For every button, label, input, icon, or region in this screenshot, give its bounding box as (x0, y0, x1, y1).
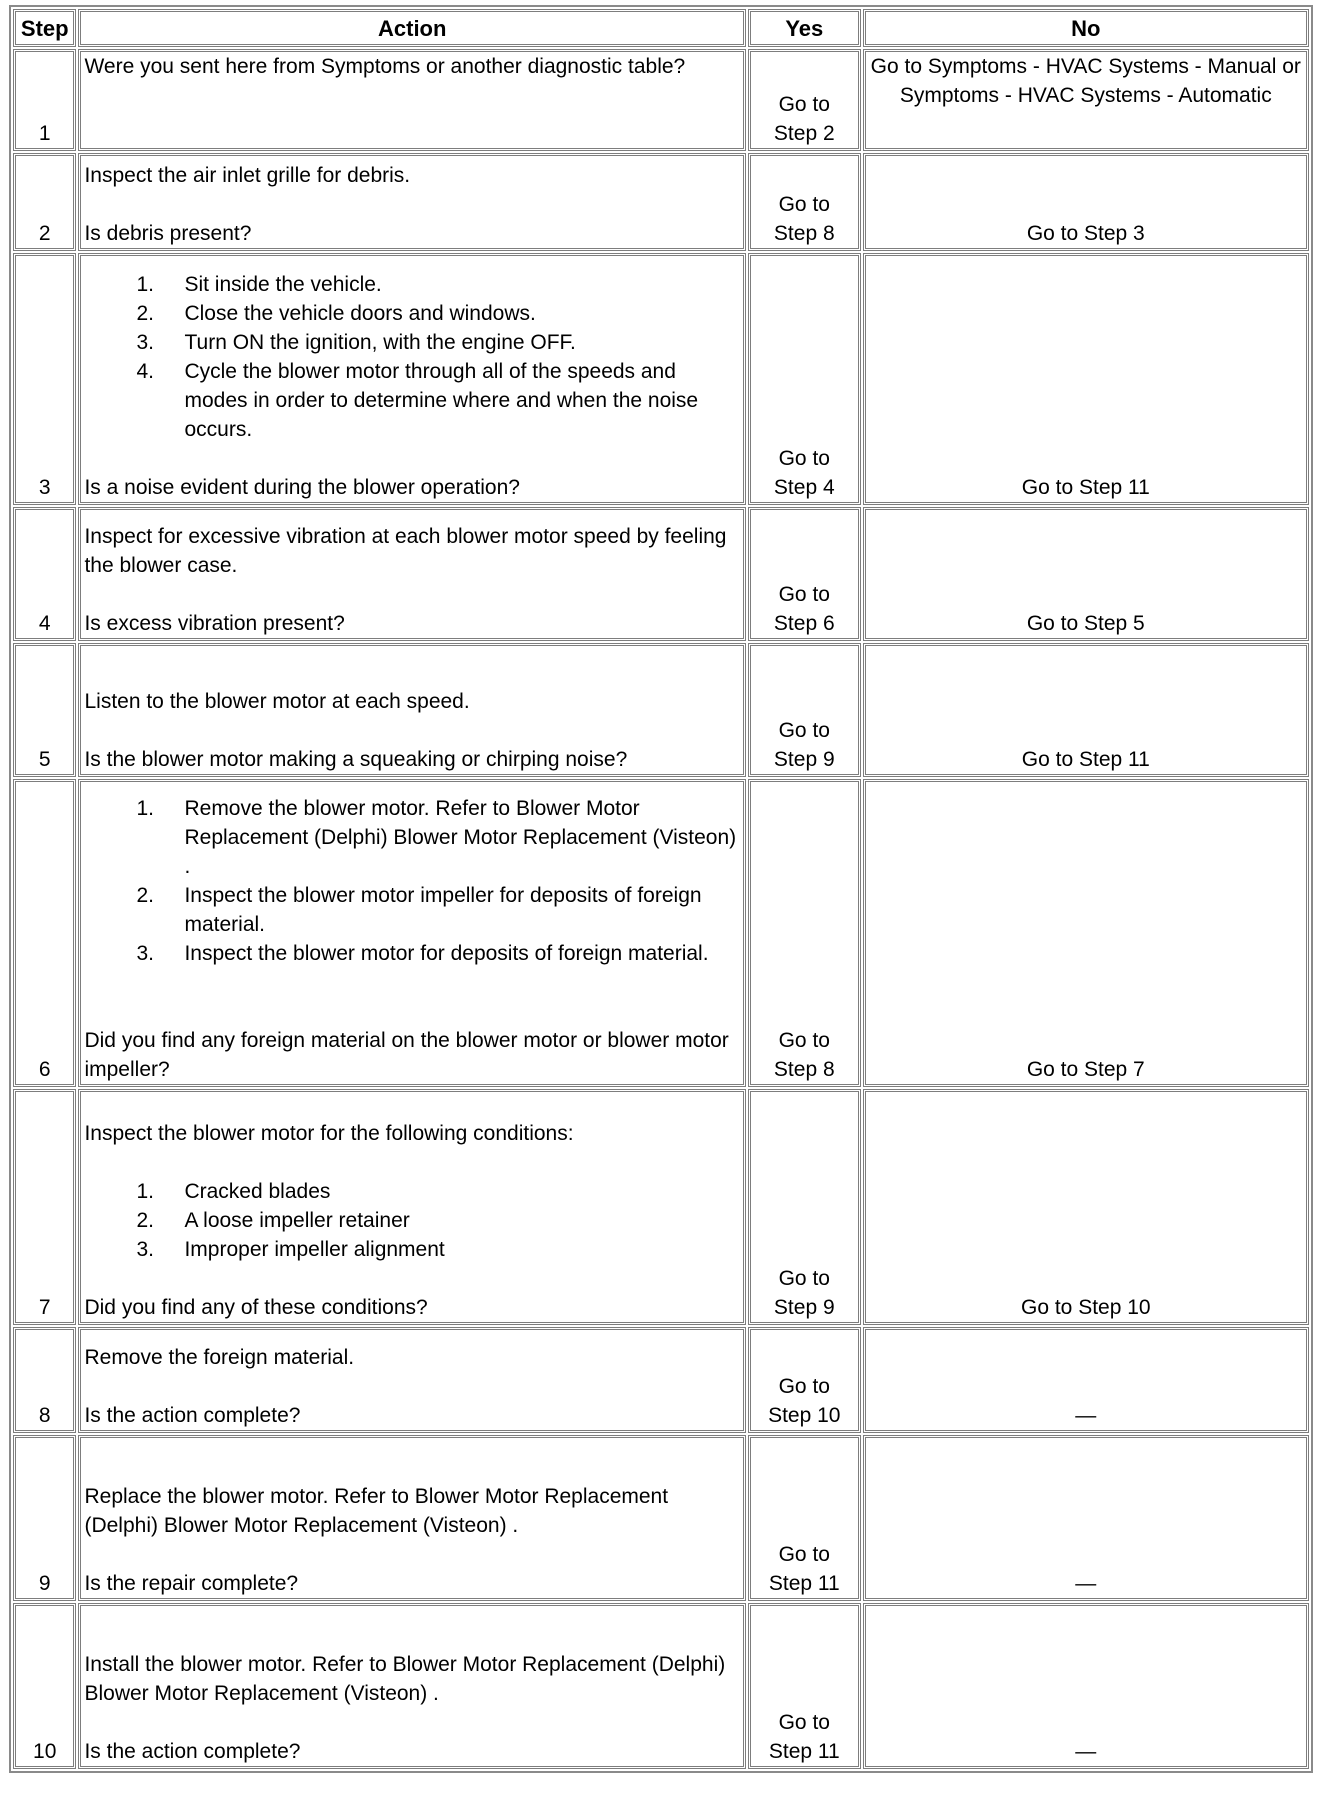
table-row (13, 643, 1309, 777)
table-row (13, 1435, 1309, 1601)
yes-cell: Go to Step 10 (748, 1327, 861, 1433)
no-cell: Go to Step 11 (863, 643, 1309, 777)
action-question: Did you find any foreign material on the blower motor or blower motor impeller? (84, 1029, 729, 1081)
no-cell: — (863, 1327, 1309, 1433)
action-text: Replace the blower motor. Refer to Blower Motor Replacement (Delphi) Blower Motor Replacement (Visteon) . (84, 1485, 669, 1537)
action-text: Install the blower motor. Refer to Blower Motor Replacement (Delphi) Blower Motor Replacement (Visteon) . (84, 1653, 726, 1705)
header-no: No (863, 9, 1309, 47)
no-cell: — (863, 1603, 1309, 1769)
yes-cell: Go to Step 9 (748, 643, 861, 777)
diagnostic-table (9, 5, 1313, 1773)
action-cell (78, 1089, 746, 1325)
yes-cell: Go to Step 9 (748, 1089, 861, 1325)
yes-cell: Go to Step 8 (748, 153, 861, 251)
action-steps-list (84, 270, 740, 444)
no-cell: Go to Step 5 (863, 507, 1309, 641)
no-cell: Go to Step 10 (863, 1089, 1309, 1325)
action-question: Is excess vibration present? (84, 612, 345, 635)
yes-cell: Go to Step 2 (748, 49, 861, 151)
yes-cell: Go to Step 8 (748, 779, 861, 1087)
action-text: Remove the foreign material. (84, 1346, 355, 1369)
step-number: 7 (13, 1089, 76, 1325)
table-row (13, 153, 1309, 251)
list-item: A loose impeller retainer (184, 1209, 410, 1232)
action-cell (78, 643, 746, 777)
list-item: Remove the blower motor. Refer to Blower Motor Replacement (Delphi) Blower Motor Replacement (Visteon) . (184, 797, 737, 878)
action-cell (78, 49, 746, 151)
action-cell (78, 1603, 746, 1769)
action-text: Were you sent here from Symptoms or another diagnostic table? (84, 55, 686, 78)
list-item: Cycle the blower motor through all of the speeds and modes in order to determine where and when the noise occurs. (184, 360, 699, 441)
table-row (13, 1089, 1309, 1325)
no-cell: Go to Symptoms - HVAC Systems - Manual or Symptoms - HVAC Systems - Automatic (863, 49, 1309, 151)
step-number: 8 (13, 1327, 76, 1433)
table-row (13, 1327, 1309, 1433)
list-item: Improper impeller alignment (184, 1238, 445, 1261)
list-item: Turn ON the ignition, with the engine OFF. (184, 331, 576, 354)
action-steps-list (84, 1177, 740, 1264)
header-step: Step (13, 9, 76, 47)
yes-cell: Go to Step 6 (748, 507, 861, 641)
action-question: Is a noise evident during the blower operation? (84, 476, 520, 499)
action-cell (78, 1327, 746, 1433)
step-number: 2 (13, 153, 76, 251)
action-question: Did you find any of these conditions? (84, 1296, 428, 1319)
table-header-row (13, 9, 1309, 47)
table-row (13, 1603, 1309, 1769)
action-text: Inspect the blower motor for the following conditions: (84, 1122, 574, 1145)
action-cell (78, 779, 746, 1087)
action-text: Inspect for excessive vibration at each blower motor speed by feeling the blower case. (84, 525, 727, 577)
table-row (13, 507, 1309, 641)
list-item: Inspect the blower motor impeller for deposits of foreign material. (184, 884, 702, 936)
step-number: 10 (13, 1603, 76, 1769)
diagnostic-table-container (9, 5, 1313, 1773)
step-number: 5 (13, 643, 76, 777)
step-number: 1 (13, 49, 76, 151)
step-number: 6 (13, 779, 76, 1087)
action-question: Is debris present? (84, 222, 252, 245)
action-cell (78, 1435, 746, 1601)
list-item: Inspect the blower motor for deposits of foreign material. (184, 942, 709, 965)
action-question: Is the action complete? (84, 1404, 301, 1427)
table-row (13, 253, 1309, 505)
action-steps-list (84, 794, 740, 968)
action-cell (78, 153, 746, 251)
action-text: Listen to the blower motor at each speed. (84, 690, 470, 713)
no-cell: Go to Step 11 (863, 253, 1309, 505)
no-cell: Go to Step 3 (863, 153, 1309, 251)
header-action: Action (78, 9, 746, 47)
action-question: Is the repair complete? (84, 1572, 299, 1595)
header-yes: Yes (748, 9, 861, 47)
step-number: 3 (13, 253, 76, 505)
table-row (13, 49, 1309, 151)
table-row (13, 779, 1309, 1087)
list-item: Cracked blades (184, 1180, 331, 1203)
step-number: 9 (13, 1435, 76, 1601)
action-text: Inspect the air inlet grille for debris. (84, 164, 411, 187)
action-question: Is the blower motor making a squeaking or chirping noise? (84, 748, 628, 771)
no-cell: — (863, 1435, 1309, 1601)
yes-cell: Go to Step 11 (748, 1435, 861, 1601)
yes-cell: Go to Step 11 (748, 1603, 861, 1769)
action-cell (78, 507, 746, 641)
no-cell: Go to Step 7 (863, 779, 1309, 1087)
list-item: Sit inside the vehicle. (184, 273, 382, 296)
action-cell (78, 253, 746, 505)
list-item: Close the vehicle doors and windows. (184, 302, 536, 325)
action-question: Is the action complete? (84, 1740, 301, 1763)
step-number: 4 (13, 507, 76, 641)
yes-cell: Go to Step 4 (748, 253, 861, 505)
